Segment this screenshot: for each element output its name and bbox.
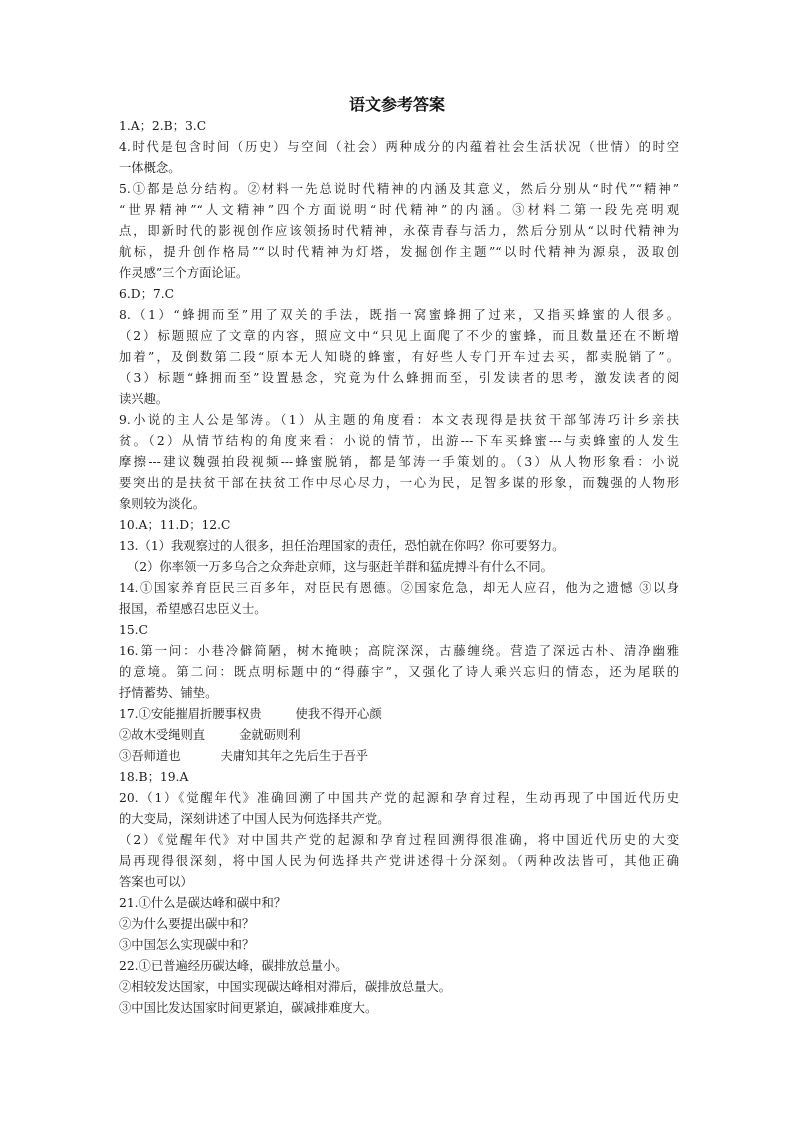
answer-line: 局再现得很深刻，将中国人民为何选择共产党讲述得十分深刻。（两种改法皆可，其他正确 xyxy=(119,854,679,868)
answer-line: 的大变局，深刻讲述了中国人民为何选择共产党。 xyxy=(119,812,390,826)
answer-line: “世界精神”“人文精神”四个方面说明“时代精神”的内涵。③材料二第一段先亮明观 xyxy=(119,203,679,217)
answer-line: 4.时代是包含时间（历史）与空间（社会）两种成分的内蕴着社会生活状况（世情）的时空 xyxy=(119,140,679,154)
answer-line: 9.小说的主人公是邹涛。（1）从主题的角度看：本文表现得是扶贫干部邹涛巧计乡亲扶 xyxy=(119,413,679,427)
answer-line: （2）《觉醒年代》对中国共产党的起源和孕育过程回溯得很准确，将中国近代历史的大变 xyxy=(119,833,679,847)
answer-line: ②相较发达国家，中国实现碳达峰相对滞后，碳排放总量大。 xyxy=(119,980,452,994)
answer-line: 22.①已普遍经历碳达峰，碳排放总量小。 xyxy=(119,959,348,973)
answer-line: 20.（1）《觉醒年代》准确回溯了中国共产党的起源和孕育过程，生动再现了中国近代历史 xyxy=(119,791,679,805)
answer-line: 的意境。第二问：既点明标题中的“得藤宇”，又强化了诗人乘兴忘归的情态，还为尾联的 xyxy=(119,665,679,679)
answer-line: 18.B；19.A xyxy=(119,770,189,784)
verse-first-half: ②故木受绳则直 xyxy=(119,728,206,742)
answer-line: 一体概念。 xyxy=(119,161,181,175)
answer-line: 象则较为淡化。 xyxy=(119,497,206,511)
verse-second-half: 夫庸知其年之先后生于吾乎 xyxy=(220,749,369,763)
answer-line: 15.C xyxy=(119,623,148,637)
answer-line: 抒情蓄势、铺垫。 xyxy=(119,686,218,700)
answer-line: 6.D；7.C xyxy=(119,287,175,301)
answer-line: 21.①什么是碳达峰和碳中和？ xyxy=(119,896,287,910)
answer-line-q17 xyxy=(119,746,679,767)
answer-body xyxy=(119,116,679,1019)
answer-line: 作灵感”三个方面论证。 xyxy=(119,266,249,280)
answer-line: ③中国比发达国家时间更紧迫，碳减排难度大。 xyxy=(119,1001,378,1015)
answer-line: 16.第一问：小巷冷僻简陋，树木掩映；高院深深，古藤缠绕。营造了深远古朴、清净幽雅 xyxy=(119,644,679,658)
answer-line: 13.（1）我观察过的人很多，担任治理国家的责任，恐怕就在你吗？你可要努力。 xyxy=(119,539,565,553)
answer-line: 答案也可以） xyxy=(119,875,193,889)
verse-second-half: 使我不得开心颜 xyxy=(295,707,382,721)
answer-line: 14.①国家养育臣民三百多年，对臣民有恩德。②国家危急，却无人应召，他为之遗憾 ③以身 xyxy=(119,581,679,595)
answer-line: 点，即新时代的影视创作应该领扬时代精神，永葆青春与活力，然后分别从“以时代精神为 xyxy=(119,224,679,238)
answer-line: （2）你率领一万多乌合之众奔赴京师，这与驱赶羊群和猛虎搏斗有什么不同。 xyxy=(127,560,553,574)
answer-line: 要突出的是扶贫干部在扶贫工作中尽心尽力，一心为民，足智多谋的形象，而魏强的人物形 xyxy=(119,476,679,490)
answer-line: 5.①都是总分结构。②材料一先总说时代精神的内涵及其意义，然后分别从“时代”“精神” xyxy=(119,182,679,196)
verse-second-half: 金就砺则利 xyxy=(239,728,301,742)
answer-line: （2）标题照应了文章的内容，照应文中“只见上面爬了不少的蜜蜂，而且数量还在不断增 xyxy=(119,329,679,343)
answer-line: 10.A；11.D；12.C xyxy=(119,518,231,532)
answer-line: （3）标题“蜂拥而至”设置悬念，究竟为什么蜂拥而至，引发读者的思考，激发读者的阅 xyxy=(119,371,679,385)
verse-first-half: ③吾师道也 xyxy=(119,749,181,763)
answer-line: 摩擦---建议魏强拍段视频---蜂蜜脱销，都是邹涛一手策划的。（3）从人物形象看：小说 xyxy=(119,455,679,469)
answer-line: 8.（1）“蜂拥而至”用了双关的手法，既指一窝蜜蜂拥了过来，又指买蜂蜜的人很多。 xyxy=(119,308,679,322)
answer-line: 贫。（2）从情节结构的角度来看：小说的情节，出游---下车买蜂蜜---与卖蜂蜜的人发生 xyxy=(119,434,679,448)
answer-line: 读兴趣。 xyxy=(119,392,169,406)
answer-line: ③中国怎么实现碳中和？ xyxy=(119,938,255,952)
answer-line: ②为什么要提出碳中和？ xyxy=(119,917,255,931)
answer-line: 1.A；2.B；3.C xyxy=(119,119,207,133)
answer-line: 报国，希望感召忠臣义士。 xyxy=(119,602,267,616)
answer-line: 加着”，及倒数第二段“原本无人知晓的蜂蜜，有好些人专门开车过去买，都卖脱销了”。 xyxy=(119,350,679,364)
answer-line-q17 xyxy=(119,704,679,725)
document-title: 语文参考答案 xyxy=(348,95,445,114)
answer-line-q17 xyxy=(119,725,679,746)
answer-line: 航标，提升创作格局”“以时代精神为灯塔，发掘创作主题”“以时代精神为源泉，汲取创 xyxy=(119,245,679,259)
verse-first-half: 17.①安能摧眉折腰事权贵 xyxy=(119,707,262,721)
